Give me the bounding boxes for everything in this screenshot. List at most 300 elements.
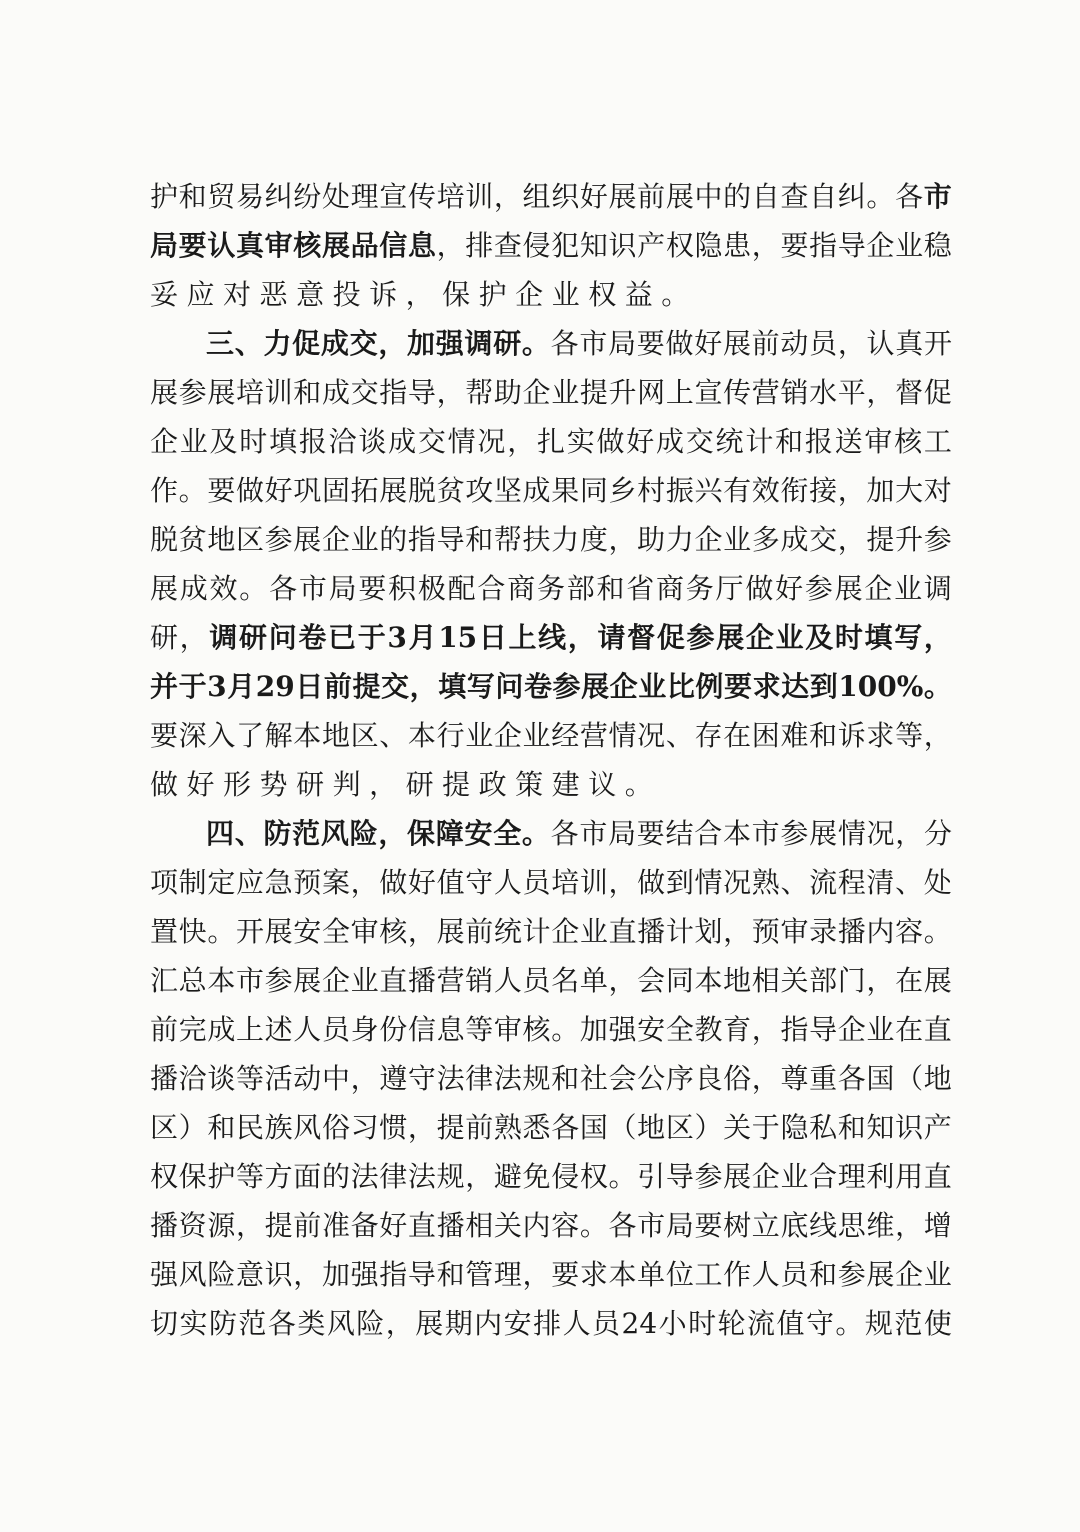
text-glyph: 促 [923, 376, 952, 409]
text-glyph: 录 [809, 915, 838, 948]
text-glyph: 国 [866, 1062, 895, 1095]
text-glyph: 研 [493, 327, 522, 360]
text-glyph: 熟 [751, 866, 780, 899]
text-glyph: ， [751, 1062, 780, 1095]
text-glyph: 助 [493, 376, 522, 409]
text-glyph: 息 [436, 1013, 465, 1046]
text-glyph: ， [436, 376, 465, 409]
text-line [150, 1201, 952, 1250]
text-glyph: 风 [326, 1307, 355, 1340]
text-glyph: 业 [866, 1013, 895, 1046]
text-glyph: 力 [263, 327, 292, 360]
text-glyph: 展 [293, 523, 322, 556]
text-glyph: 指 [407, 523, 436, 556]
text-glyph: 关 [780, 964, 809, 997]
text-glyph: 准 [321, 1209, 350, 1242]
text-glyph: 内 [866, 915, 895, 948]
text-glyph: 展 [150, 376, 179, 409]
text-line [150, 270, 952, 319]
text-glyph: 对 [223, 278, 252, 311]
text-glyph: 各 [837, 1062, 866, 1095]
text-glyph: 。 [923, 915, 952, 948]
text-glyph: 理 [350, 180, 379, 213]
text-glyph: 业 [638, 670, 667, 703]
text-glyph: 强 [350, 1258, 379, 1291]
text-glyph: 员 [592, 1307, 621, 1340]
text-glyph: 局 [608, 817, 637, 850]
text-glyph: 、 [895, 866, 924, 899]
text-glyph: ， [923, 719, 952, 752]
text-glyph: 各 [269, 572, 298, 605]
text-glyph: 脱 [407, 474, 436, 507]
text-glyph: 安 [503, 1307, 532, 1340]
text-glyph: 直 [407, 1209, 436, 1242]
text-glyph: 惯 [379, 1111, 408, 1144]
text-glyph: 情 [447, 425, 476, 458]
text-glyph: 人 [493, 866, 522, 899]
text-glyph: 关 [493, 1209, 522, 1242]
text-glyph: 务 [685, 572, 714, 605]
text-glyph: 导 [837, 229, 866, 262]
text-glyph: 展 [608, 180, 637, 213]
text-glyph: 守 [407, 1062, 436, 1095]
text-glyph: 、 [665, 719, 694, 752]
text-glyph: 展 [809, 817, 838, 850]
text-glyph: 兴 [694, 474, 723, 507]
text-glyph: 好 [579, 180, 608, 213]
text-glyph: 关 [723, 1111, 752, 1144]
text-glyph: 前 [293, 1209, 322, 1242]
text-glyph: 源 [207, 1209, 236, 1242]
text-glyph: 提 [866, 523, 895, 556]
text-glyph: 期 [444, 1307, 473, 1340]
text-glyph: 计 [665, 915, 694, 948]
text-glyph: 流 [809, 866, 838, 899]
text-glyph: 商 [656, 572, 685, 605]
text-glyph: 做 [235, 474, 264, 507]
text-glyph: 前 [465, 1111, 494, 1144]
text-glyph: 权 [665, 229, 694, 262]
text-glyph: 排 [465, 229, 494, 262]
text-glyph: 开 [235, 915, 264, 948]
text-glyph: 识 [608, 229, 637, 262]
text-glyph: 要 [178, 229, 207, 262]
text-glyph: 理 [493, 1258, 522, 1291]
text-glyph: 项 [150, 866, 179, 899]
text-glyph: 导 [665, 1160, 694, 1193]
text-glyph: 总 [178, 964, 207, 997]
text-glyph: 保 [407, 817, 436, 850]
text-glyph: 展 [321, 229, 350, 262]
text-glyph: 员 [780, 1258, 809, 1291]
text-glyph: 业 [780, 1160, 809, 1193]
text-glyph: 洽 [328, 425, 357, 458]
text-glyph: 强 [435, 327, 464, 360]
text-glyph: ， [837, 327, 866, 360]
text-glyph: 本 [694, 964, 723, 997]
text-glyph: 播 [150, 1209, 179, 1242]
text-glyph: 宣 [379, 180, 408, 213]
text-glyph: 本 [722, 817, 751, 850]
text-glyph: 部 [566, 572, 595, 605]
text-glyph: 隐 [694, 229, 723, 262]
text-glyph: 国 [579, 1111, 608, 1144]
text-glyph: 育 [723, 1013, 752, 1046]
text-glyph: 政 [478, 768, 507, 801]
text-glyph: 管 [465, 1258, 494, 1291]
text-glyph: 指 [809, 229, 838, 262]
text-glyph: 易 [235, 180, 264, 213]
text-glyph: 谈 [358, 425, 387, 458]
text-glyph: 平 [837, 376, 866, 409]
text-glyph: 及 [805, 621, 834, 654]
text-glyph: 单 [637, 1258, 666, 1291]
text-glyph: 统 [493, 915, 522, 948]
text-glyph: 。 [866, 180, 895, 213]
text-glyph: 理 [837, 1160, 866, 1193]
text-glyph: 企 [150, 425, 179, 458]
text-glyph: 纠 [264, 180, 293, 213]
text-glyph: 参 [552, 670, 581, 703]
text-glyph: 和 [596, 572, 625, 605]
text-glyph: 企 [609, 670, 638, 703]
text-glyph: 要 [780, 229, 809, 262]
text-glyph: 指 [379, 1258, 408, 1291]
text-glyph: 播 [436, 1209, 465, 1242]
text-glyph: 于 [178, 670, 207, 703]
text-glyph: 做 [745, 572, 774, 605]
text-glyph: 范 [292, 817, 321, 850]
text-glyph: 市 [579, 817, 608, 850]
text-glyph: 底 [780, 1209, 809, 1242]
text-glyph: ， [895, 817, 924, 850]
text-line [150, 466, 952, 515]
text-glyph: 播 [150, 1062, 179, 1095]
text-glyph: 情 [837, 817, 866, 850]
text-glyph: 求 [752, 670, 781, 703]
text-glyph: 做 [150, 768, 179, 801]
text-glyph: 商 [507, 572, 536, 605]
text-glyph: 地 [923, 1062, 952, 1095]
text-glyph: ， [608, 523, 637, 556]
text-glyph: 强 [608, 1013, 637, 1046]
text-glyph: ， [507, 425, 536, 458]
text-glyph: 制 [178, 866, 207, 899]
text-glyph: 、 [780, 866, 809, 899]
text-glyph: 业 [894, 572, 923, 605]
text-glyph: 培 [551, 866, 580, 899]
text-glyph: 免 [522, 1160, 551, 1193]
text-line [150, 760, 952, 809]
text-glyph: 成 [179, 572, 208, 605]
text-glyph: 值 [776, 1307, 805, 1340]
text-glyph: 同 [665, 964, 694, 997]
text-glyph: 于 [751, 1111, 780, 1144]
text-glyph: 险 [207, 1258, 236, 1291]
text-glyph: 识 [895, 1111, 924, 1144]
text-line [150, 172, 952, 221]
text-glyph: 参 [923, 523, 952, 556]
text-glyph: 成 [388, 425, 417, 458]
text-glyph: 知 [579, 229, 608, 262]
text-glyph: 程 [837, 866, 866, 899]
text-glyph: 并 [150, 670, 179, 703]
text-glyph: 深 [178, 719, 207, 752]
text-glyph: 业 [895, 229, 924, 262]
text-glyph: 犯 [551, 229, 580, 262]
text-glyph: 险 [356, 1307, 385, 1340]
text-glyph: 要 [723, 670, 752, 703]
text-glyph: 导 [407, 376, 436, 409]
text-glyph: 资 [178, 1209, 207, 1242]
text-glyph: 达 [781, 670, 810, 703]
text-glyph: 真 [235, 229, 264, 262]
text-glyph: 100% [838, 670, 924, 703]
text-glyph: 防 [263, 817, 292, 850]
text-glyph: 员 [522, 866, 551, 899]
text-line [150, 515, 952, 564]
text-glyph: 策 [515, 768, 544, 801]
text-glyph: 加 [321, 1258, 350, 1291]
text-glyph: 情 [608, 719, 637, 752]
text-glyph: 要 [207, 474, 236, 507]
text-glyph: 展 [264, 915, 293, 948]
text-glyph: 习 [350, 1111, 379, 1144]
text-glyph: 好 [775, 572, 804, 605]
text-glyph: 区 [150, 1111, 179, 1144]
text-glyph: 直 [923, 1013, 952, 1046]
text-glyph: 权 [588, 278, 617, 311]
text-glyph: 提 [442, 768, 471, 801]
text-glyph: 部 [809, 964, 838, 997]
text-glyph: ， [866, 376, 895, 409]
text-glyph: 村 [637, 474, 666, 507]
text-glyph: 填 [438, 670, 467, 703]
text-line [150, 1250, 952, 1299]
text-line [150, 221, 952, 270]
text-glyph: 法 [436, 1062, 465, 1095]
text-glyph: ， [407, 1111, 436, 1144]
text-glyph: 成 [207, 1013, 236, 1046]
text-glyph: 清 [866, 866, 895, 899]
text-glyph: ， [407, 915, 436, 948]
text-glyph: ， [567, 621, 596, 654]
text-glyph: ） [178, 1111, 207, 1144]
text-glyph: 宣 [694, 376, 723, 409]
text-glyph: 法 [493, 1062, 522, 1095]
text-glyph: 展 [665, 180, 694, 213]
text-glyph: 卷 [523, 670, 552, 703]
text-glyph: 解 [264, 719, 293, 752]
text-glyph: 。 [178, 474, 207, 507]
text-glyph: 展 [415, 1307, 444, 1340]
text-glyph: 调 [923, 572, 952, 605]
text-glyph: 展 [293, 964, 322, 997]
text-glyph: 展 [722, 327, 751, 360]
text-glyph: 地 [207, 523, 236, 556]
text-glyph: 身 [350, 1013, 379, 1046]
text-glyph: 提 [264, 1209, 293, 1242]
text-glyph: 利 [866, 1160, 895, 1193]
text-line [150, 858, 952, 907]
text-glyph: 上 [508, 621, 537, 654]
text-glyph: 写 [894, 621, 923, 654]
text-glyph: ， [723, 915, 752, 948]
text-glyph: 促 [292, 327, 321, 360]
text-glyph: 守 [805, 1307, 834, 1340]
text-glyph: 好 [264, 474, 293, 507]
text-glyph: 做 [665, 327, 694, 360]
text-glyph: 提 [579, 376, 608, 409]
text-glyph: 。 [608, 1160, 637, 1193]
text-line [150, 1005, 952, 1054]
text-line [150, 711, 952, 760]
text-glyph: 工 [923, 425, 952, 458]
text-glyph: ， [436, 229, 465, 262]
text-glyph: 和 [551, 1062, 580, 1095]
text-glyph: 导 [809, 1013, 838, 1046]
text-glyph: 识 [264, 1258, 293, 1291]
text-glyph: 市 [637, 1209, 666, 1242]
text-glyph: 知 [866, 1111, 895, 1144]
text-glyph: 侵 [522, 229, 551, 262]
text-glyph: 前 [637, 180, 666, 213]
text-glyph: 效 [209, 572, 238, 605]
text-glyph: 应 [235, 866, 264, 899]
text-line [150, 1299, 952, 1348]
text-glyph: 销 [465, 964, 494, 997]
text-glyph: 问 [268, 621, 297, 654]
text-glyph: 局 [328, 572, 357, 605]
text-glyph: ， [608, 964, 637, 997]
text-glyph: 重 [809, 1062, 838, 1095]
text-glyph: 督 [627, 621, 656, 654]
text-glyph: 和 [809, 1258, 838, 1291]
text-glyph: 良 [694, 1062, 723, 1095]
text-glyph: 好 [407, 866, 436, 899]
text-glyph: 积 [388, 572, 417, 605]
text-glyph: 交 [381, 670, 410, 703]
text-glyph: 规 [436, 1160, 465, 1193]
text-glyph: 、 [234, 817, 263, 850]
text-glyph: 调 [209, 621, 238, 654]
text-glyph: 内 [522, 1209, 551, 1242]
text-glyph: 相 [751, 964, 780, 997]
text-glyph: 贫 [178, 523, 207, 556]
text-glyph: 名 [551, 964, 580, 997]
text-glyph: 企 [837, 1013, 866, 1046]
text-glyph: 法 [350, 1160, 379, 1193]
text-glyph: 作 [150, 474, 179, 507]
text-glyph: 已 [328, 621, 357, 654]
text-glyph: 行 [436, 719, 465, 752]
text-glyph: ， [378, 817, 407, 850]
text-glyph: 轮 [717, 1307, 746, 1340]
text-glyph: 业 [551, 278, 580, 311]
text-glyph: 效 [751, 474, 780, 507]
text-glyph: 容 [895, 915, 924, 948]
text-glyph: 中 [694, 180, 723, 213]
text-glyph: ， [409, 670, 438, 703]
text-glyph: 入 [207, 719, 236, 752]
text-glyph: 本 [293, 719, 322, 752]
text-glyph: 各 [895, 180, 924, 213]
text-glyph: 等 [235, 1062, 264, 1095]
text-glyph: 衔 [780, 474, 809, 507]
text-glyph: 交 [349, 327, 378, 360]
text-glyph: 贸 [207, 180, 236, 213]
text-glyph: 。 [835, 1307, 864, 1340]
text-glyph: 安 [293, 915, 322, 948]
text-glyph: 前 [323, 670, 352, 703]
text-glyph: 业 [723, 523, 752, 556]
text-glyph: 了 [235, 719, 264, 752]
text-glyph: ， [235, 1209, 264, 1242]
text-glyph: 果 [551, 474, 580, 507]
text-glyph: 成 [522, 474, 551, 507]
text-glyph: 律 [465, 1062, 494, 1095]
text-glyph: 交 [417, 425, 446, 458]
text-glyph: 置 [150, 915, 179, 948]
text-glyph: 问 [495, 670, 524, 703]
text-glyph: 遵 [379, 1062, 408, 1095]
text-glyph: 定 [207, 866, 236, 899]
text-glyph: 研 [405, 768, 434, 801]
text-glyph: 员 [522, 964, 551, 997]
text-glyph: 3 [387, 621, 407, 654]
text-line [150, 564, 952, 613]
text-glyph: 好 [626, 425, 655, 458]
text-glyph: 度 [579, 523, 608, 556]
text-glyph: 备 [350, 1209, 379, 1242]
text-glyph: 营 [436, 964, 465, 997]
text-glyph: 直 [608, 915, 637, 948]
text-glyph: ， [465, 1160, 494, 1193]
text-glyph: 求 [866, 719, 895, 752]
text-glyph: 市 [923, 180, 952, 213]
text-glyph: 核 [379, 915, 408, 948]
text-glyph: 企 [522, 376, 551, 409]
text-glyph: 升 [608, 376, 637, 409]
text-glyph: ， [405, 278, 434, 311]
text-glyph: 29 [255, 670, 295, 703]
text-glyph: 护 [478, 278, 507, 311]
text-glyph: ， [179, 621, 208, 654]
text-glyph: 述 [264, 1013, 293, 1046]
text-glyph: 15 [438, 621, 478, 654]
text-glyph: 线 [809, 1209, 838, 1242]
text-glyph: 要 [636, 817, 665, 850]
text-glyph: ， [350, 1062, 379, 1095]
text-glyph: 、 [234, 327, 263, 360]
text-glyph: 树 [723, 1209, 752, 1242]
text-glyph: 风 [178, 1258, 207, 1291]
text-glyph: 产 [923, 1111, 952, 1144]
text-glyph: 请 [597, 621, 626, 654]
text-glyph: 计 [745, 425, 774, 458]
text-glyph: 业 [775, 621, 804, 654]
text-glyph: 私 [809, 1111, 838, 1144]
text-glyph: 规 [864, 1307, 893, 1340]
text-glyph: 教 [694, 1013, 723, 1046]
text-glyph: 好 [379, 1209, 408, 1242]
text-glyph: 展 [834, 572, 863, 605]
text-glyph: 和 [293, 376, 322, 409]
text-glyph: 人 [293, 1013, 322, 1046]
text-glyph: 应 [186, 278, 215, 311]
text-glyph: 范 [894, 1307, 923, 1340]
text-glyph: 险 [349, 817, 378, 850]
